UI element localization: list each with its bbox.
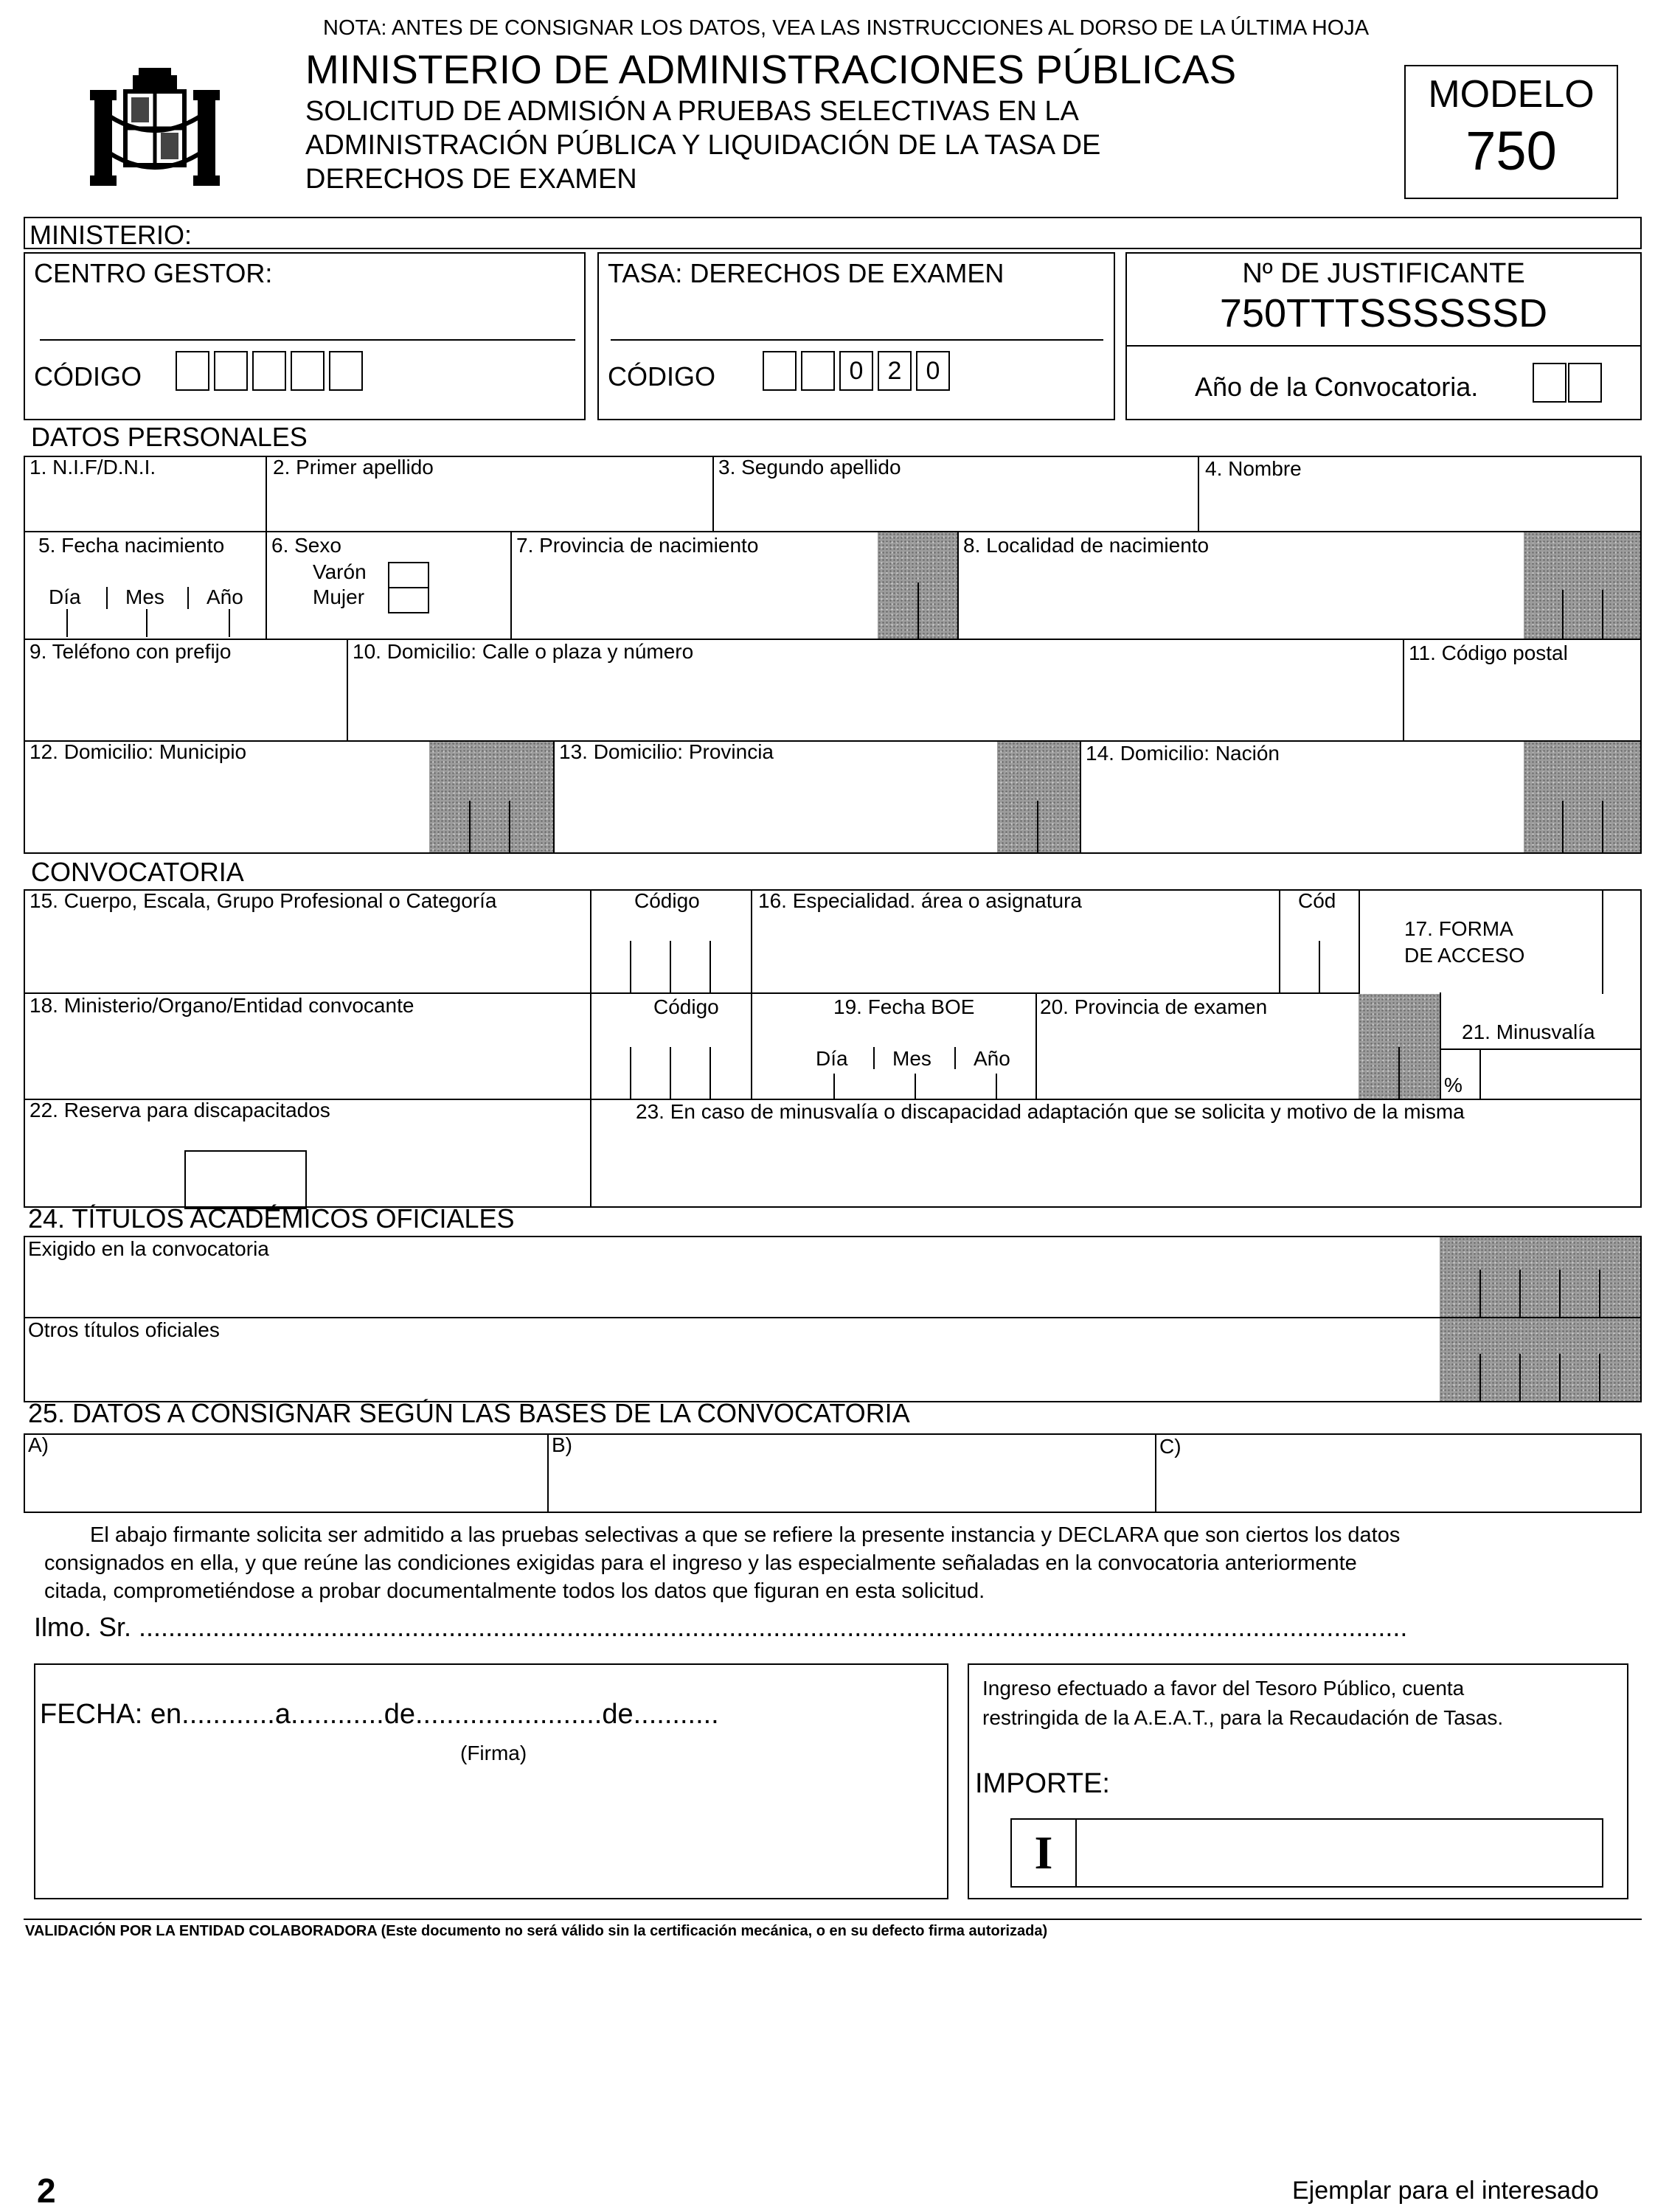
dato-a-label: A) [28,1433,49,1456]
date-tick [954,1047,956,1069]
otros-titulos-code-shade [1440,1318,1640,1401]
code-cell[interactable] [763,351,797,391]
especialidad-label: 16. Especialidad. área o asignatura [758,889,1082,912]
col-divider [347,639,348,742]
nacion-code-shade [1524,742,1640,852]
dia-label: Día [49,585,81,608]
provincia-examen-label: 20. Provincia de examen [1040,995,1268,1018]
telefono-label: 9. Teléfono con prefijo [30,640,232,663]
date-tick [106,587,108,609]
localidad-code-shade [1524,532,1640,639]
modelo-number: 750 [1465,120,1557,181]
code-tick [1319,941,1320,992]
date-tick [146,609,148,637]
code-tick [469,801,471,852]
boe-ano-label: Año [974,1047,1010,1070]
code-tick [670,1047,671,1099]
importe-mark: I [1012,1820,1077,1886]
justificante-divider [1127,345,1640,347]
varon-checkbox[interactable] [388,562,429,588]
nif-label: 1. N.I.F/D.N.I. [30,456,156,479]
codigo-postal-label: 11. Código postal [1409,641,1568,664]
datos-bases-grid [24,1433,1642,1513]
ingreso-line-2: restringida de la A.E.A.T., para la Recaudación de Tasas. [982,1706,1504,1729]
ano-cell[interactable] [1568,363,1602,403]
titulo-exigido-code-shade [1440,1237,1640,1317]
centro-gestor-label: CENTRO GESTOR: [34,258,273,288]
provincia-code-shade [997,742,1080,852]
domicilio-nacion-label: 14. Domicilio: Nación [1086,742,1280,765]
segundo-apellido-label: 3. Segundo apellido [718,456,901,479]
code-tick [670,941,671,992]
mujer-checkbox[interactable] [388,587,429,613]
mes-label: Mes [125,585,164,608]
code-cell[interactable] [214,351,248,391]
tasa-label: TASA: DERECHOS DE EXAMEN [608,258,1005,288]
date-tick [873,1047,875,1069]
code-tick [630,1047,631,1099]
col-divider [712,456,714,532]
code-tick [1602,801,1603,852]
primer-apellido-label: 2. Primer apellido [273,456,434,479]
ano-label: Año [207,585,243,608]
code-cell: 0 [916,351,950,391]
code-tick [509,801,510,852]
code-tick [630,941,631,992]
form-subtitle-line-1: SOLICITUD DE ADMISIÓN A PRUEBAS SELECTIVAS EN LA [305,96,1079,127]
code-cell[interactable] [176,351,209,391]
code-tick [1599,1354,1600,1401]
exigido-label: Exigido en la convocatoria [28,1237,269,1260]
col-divider [751,992,752,1100]
centro-gestor-box[interactable] [24,252,586,420]
boe-mes-label: Mes [892,1047,931,1070]
datos-personales-title: DATOS PERSONALES [31,422,308,452]
date-tick [229,609,230,637]
date-tick [833,1074,835,1099]
domicilio-calle-label: 10. Domicilio: Calle o plaza y número [353,640,694,663]
col-divider [1403,639,1404,742]
nombre-label: 4. Nombre [1205,457,1302,480]
code-tick [1562,590,1564,639]
col-divider [547,1433,549,1513]
code-tick [1479,1270,1481,1317]
fecha-line: FECHA: en............a............de........................de........... [40,1699,719,1730]
adaptacion-label: 23. En caso de minusvalía o discapacidad adaptación que se solicita y motivo de la misma [636,1100,1465,1123]
col-divider [1440,992,1441,1100]
ano-convocatoria-label: Año de la Convocatoria. [1195,372,1479,402]
col-divider [1279,889,1280,994]
titulos-title: 24. TÍTULOS ACADÉMICOS OFICIALES [28,1203,515,1234]
ministerio-title: MINISTERIO DE ADMINISTRACIONES PÚBLICAS [305,46,1237,92]
fecha-nacimiento-label: 5. Fecha nacimiento [38,534,225,557]
col-divider [553,740,555,854]
form-subtitle-line-2: ADMINISTRACIÓN PÚBLICA Y LIQUIDACIÓN DE LA TASA DE [305,130,1101,161]
reserva-discapacitados-label: 22. Reserva para discapacitados [30,1099,330,1121]
otros-titulos-label: Otros títulos oficiales [28,1318,220,1341]
minusvalia-label: 21. Minusvalía [1462,1020,1595,1043]
cuerpo-escala-label: 15. Cuerpo, Escala, Grupo Profesional o Categoría [30,889,497,912]
col-divider [1602,889,1603,994]
declaration-line-1: El abajo firmante solicita ser admitido a las pruebas selectivas a que se refiere la presente instancia y DECLARA que son ciertos los datos [90,1523,1401,1547]
col-divider [1359,889,1360,994]
localidad-nacimiento-label: 8. Localidad de nacimiento [963,534,1210,557]
importe-label: IMPORTE: [975,1768,1110,1799]
code-cell[interactable] [801,351,835,391]
reserva-discapacitados-box[interactable] [184,1150,307,1209]
especialidad-cod-label: Cód [1298,889,1336,912]
code-cell: 2 [878,351,912,391]
col-divider [510,531,512,640]
code-cell[interactable] [329,351,363,391]
code-tick [1602,590,1603,639]
code-tick [1519,1354,1521,1401]
mujer-label: Mujer [313,585,365,608]
cuerpo-codigo-label: Código [634,889,700,912]
col-divider [266,531,267,640]
col-divider [1155,1433,1156,1513]
date-tick [187,587,189,609]
domicilio-provincia-label: 13. Domicilio: Provincia [559,740,774,763]
centro-gestor-line [40,339,575,341]
code-tick [917,582,919,639]
ministerio-convocante-label: 18. Ministerio/Organo/Entidad convocante [30,994,414,1017]
form-subtitle-line-3: DERECHOS DE EXAMEN [305,164,637,195]
ilmo-sr-line: Ilmo. Sr. ............................................................................................................................................................................ [34,1612,1408,1642]
modelo-label: MODELO [1428,73,1595,116]
col-divider [1080,740,1081,854]
importe-field[interactable] [1010,1818,1603,1888]
domicilio-municipio-label: 12. Domicilio: Municipio [30,740,247,763]
centro-gestor-codigo-label: CÓDIGO [34,361,142,392]
code-tick [1559,1270,1561,1317]
code-cell[interactable] [252,351,286,391]
code-tick [709,941,711,992]
date-tick [996,1074,997,1099]
date-tick [915,1074,916,1099]
cell-divider [1440,1048,1642,1050]
firma-label: (Firma) [460,1742,527,1764]
justificante-value: 750TTTSSSSSSD [1219,291,1548,335]
dato-c-label: C) [1159,1435,1182,1458]
ministerio-codigo-label: Código [653,995,719,1018]
modelo-box [1404,65,1618,199]
page-number: 2 [37,2171,56,2210]
declaration-line-2: consignados en ella, y que reúne las condiciones exigidas para el ingreso y las especialmente señaladas en la convocatoria anteriormente [44,1551,1357,1575]
ingreso-line-1: Ingreso efectuado a favor del Tesoro Público, cuenta [982,1677,1465,1700]
ministerio-field[interactable] [24,217,1642,249]
nota-instrucciones: NOTA: ANTES DE CONSIGNAR LOS DATOS, VEA LAS INSTRUCCIONES AL DORSO DE LA ÚLTIMA HOJA [323,16,1370,40]
varon-label: Varón [313,560,367,583]
col-divider [1035,992,1037,1100]
convocatoria-title: CONVOCATORIA [31,857,244,887]
tasa-codigo-label: CÓDIGO [608,361,716,392]
code-tick [1037,801,1038,852]
ministerio-label: MINISTERIO: [30,220,192,250]
row-divider [24,740,1642,742]
provincia-nacimiento-label: 7. Provincia de nacimiento [516,534,759,557]
validacion-text: VALIDACIÓN POR LA ENTIDAD COLABORADORA (Este documento no será válido sin la certificación mecánica, o en su defecto firma autorizada) [25,1923,1048,1939]
datos-bases-title: 25. DATOS A CONSIGNAR SEGÚN LAS BASES DE LA CONVOCATORIA [28,1398,910,1428]
justificante-box [1125,252,1642,420]
code-cell[interactable] [291,351,325,391]
code-tick [1398,1047,1400,1099]
coat-of-arms-icon [89,68,221,193]
dato-b-label: B) [552,1433,572,1456]
code-tick [1599,1270,1600,1317]
forma-acceso-label-1: 17. FORMA [1404,917,1513,940]
ano-cell[interactable] [1533,363,1566,403]
tasa-box[interactable] [597,252,1115,420]
code-tick [709,1047,711,1099]
col-divider [1198,456,1199,532]
row-divider [24,1317,1642,1318]
fecha-boe-label: 19. Fecha BOE [833,995,975,1018]
col-divider [751,889,752,994]
col-divider [590,889,591,1208]
date-tick [66,609,68,637]
col-divider [1479,1048,1481,1100]
declaration-line-3: citada, comprometiéndose a probar documentalmente todos los datos que figuran en esta solicitud. [44,1579,985,1603]
ingreso-box [968,1663,1628,1899]
col-divider [266,456,267,532]
code-tick [1562,801,1564,852]
signature-box[interactable] [34,1663,948,1899]
code-tick [1479,1354,1481,1401]
sexo-label: 6. Sexo [271,534,341,557]
validacion-rule [24,1919,1642,1920]
ejemplar-label: Ejemplar para el interesado [1292,2177,1599,2205]
col-divider [957,531,959,640]
justificante-label: Nº DE JUSTIFICANTE [1242,258,1525,289]
tasa-line [611,339,1103,341]
code-cell: 0 [839,351,873,391]
code-tick [1519,1270,1521,1317]
minusvalia-percent: % [1444,1074,1463,1096]
boe-dia-label: Día [816,1047,848,1070]
municipio-code-shade [429,742,553,852]
forma-acceso-label-2: DE ACCESO [1404,944,1525,967]
code-tick [1559,1354,1561,1401]
